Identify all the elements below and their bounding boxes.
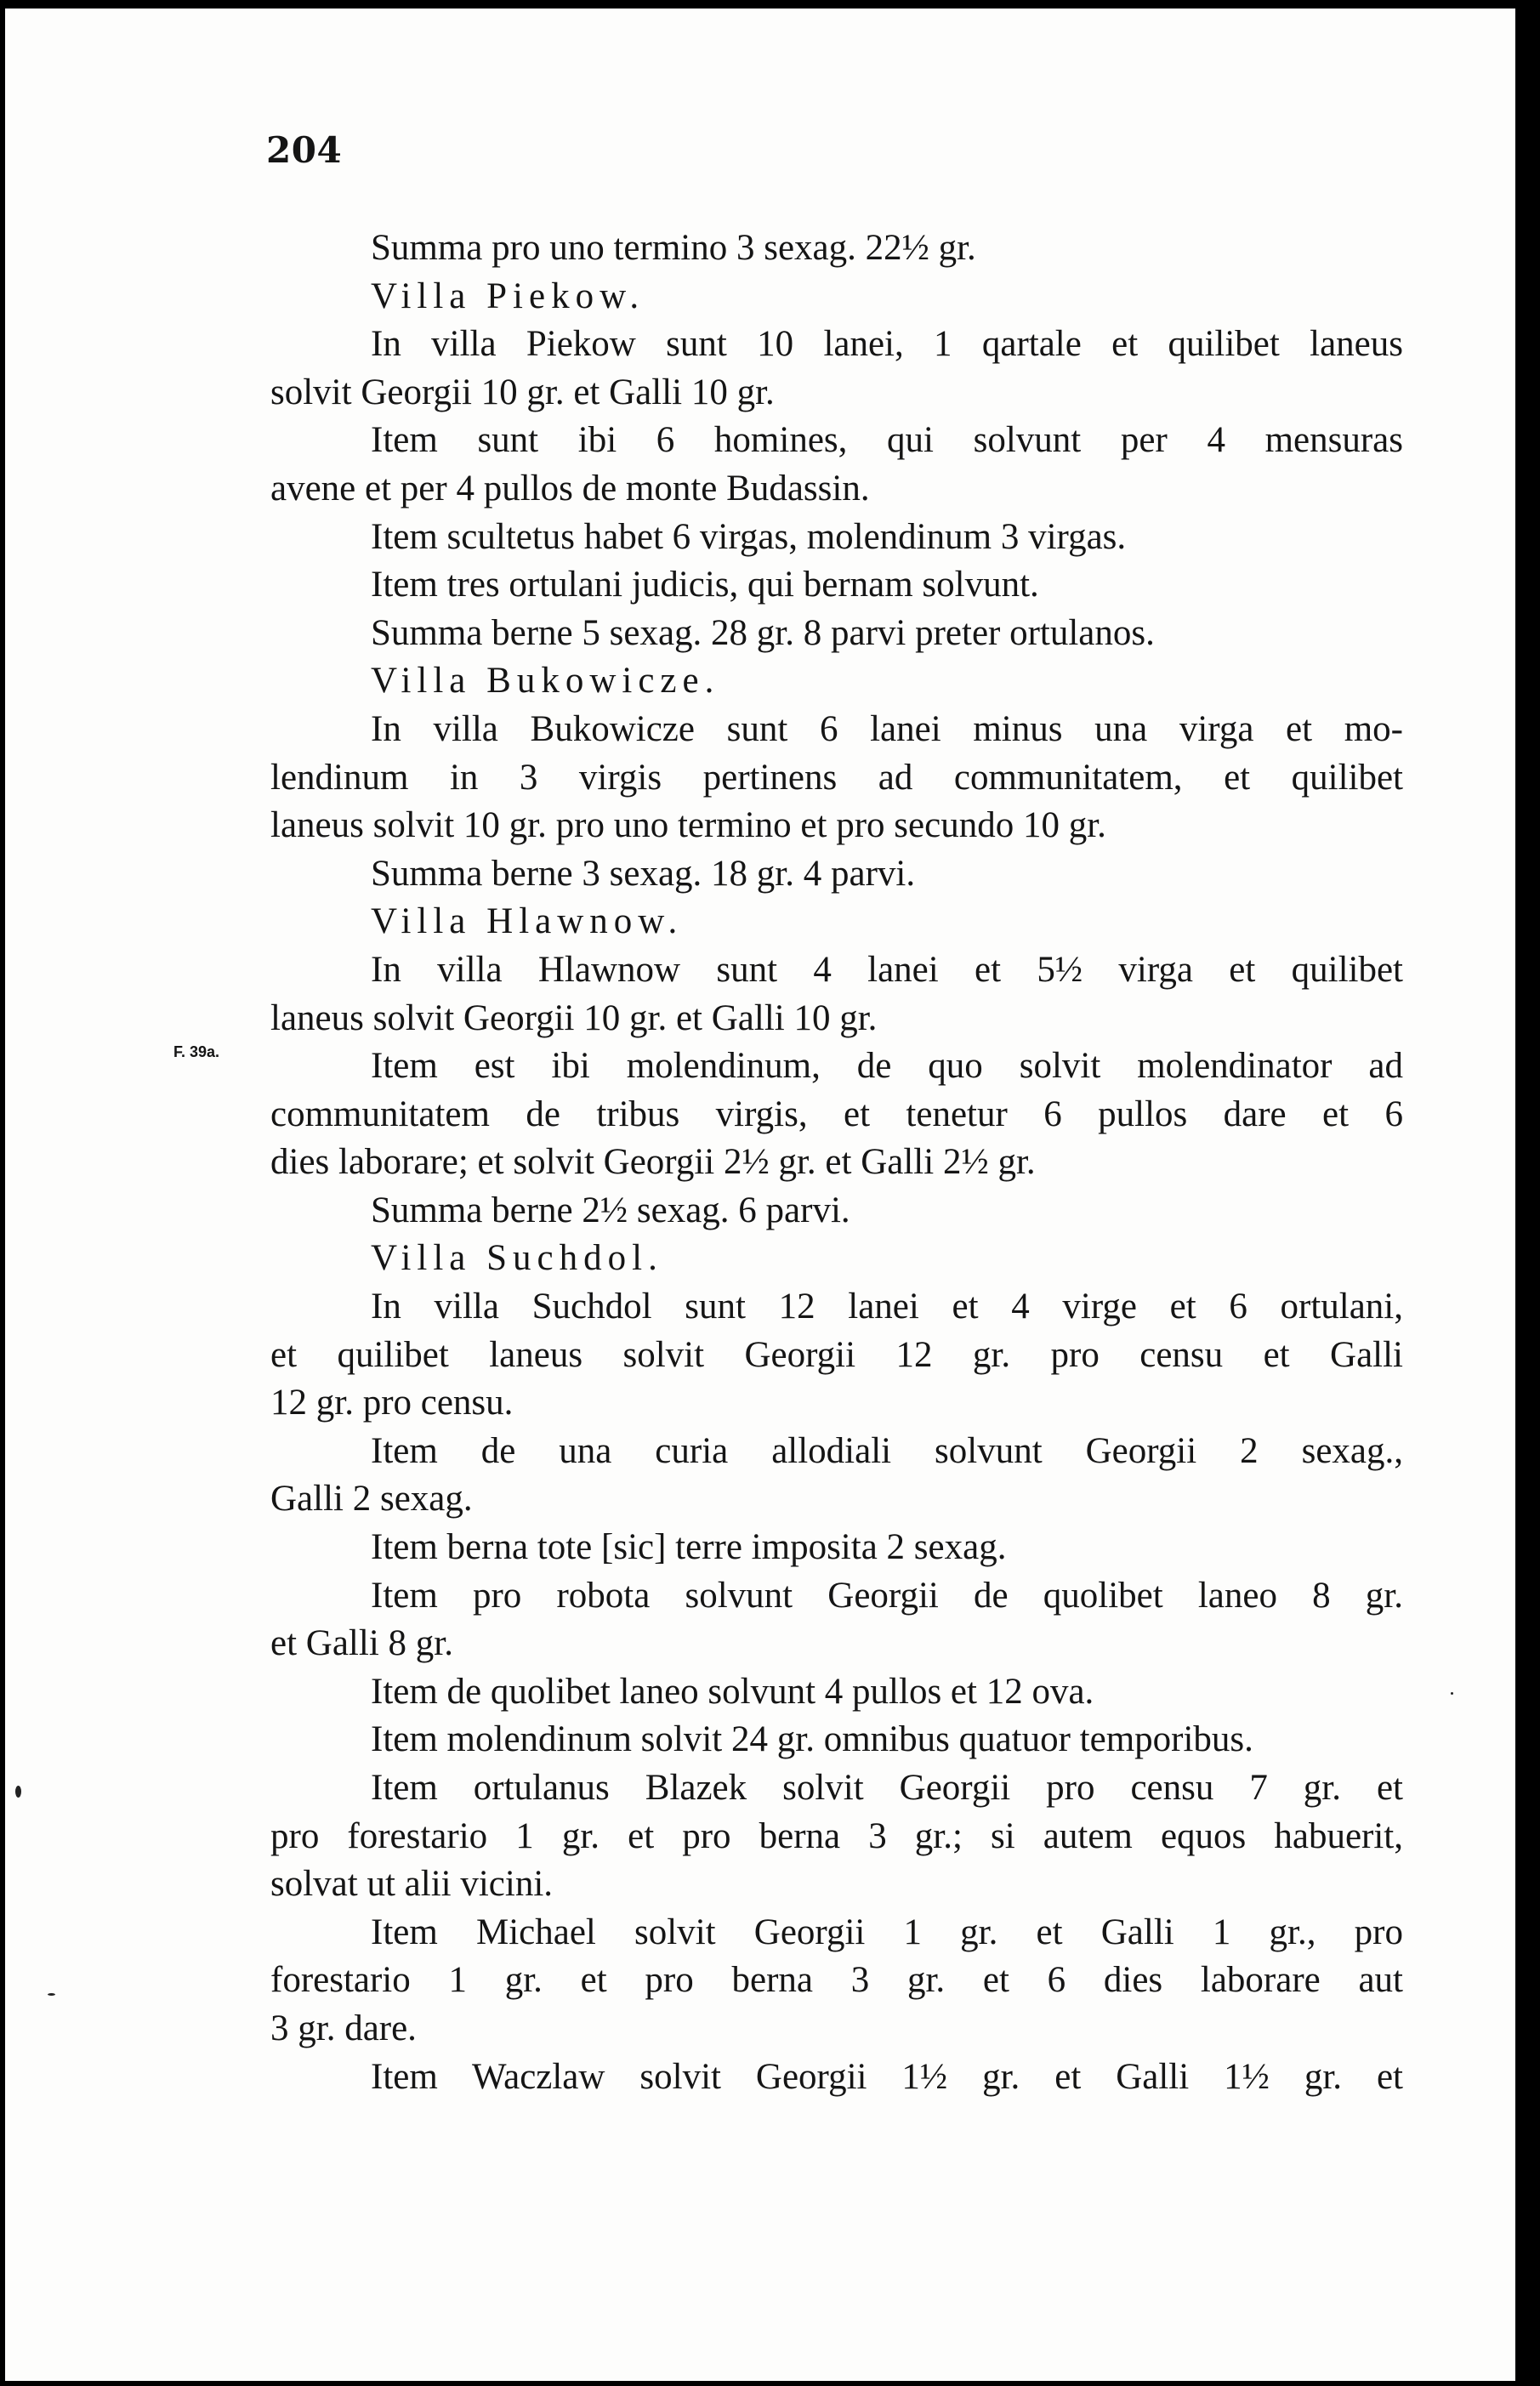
text-line: Item tres ortulani judicis, qui bernam solvunt. [371,565,1039,605]
print-speck [48,1993,55,1996]
text-line: communitatem de tribus virgis, et tenetur 6 pullos dare et 6 [270,1094,1403,1134]
text-line: laneus solvit 10 gr. pro uno termino et pro secundo 10 gr. [270,805,1106,846]
text-body [270,224,1403,2101]
section-heading: Villa Suchdol. [371,1238,663,1279]
text-line: lendinum in 3 virgis pertinens ad communitatem, et quilibet [270,757,1403,798]
page-number: 204 [266,129,343,171]
text-line: Item de una curia allodiali solvunt Georgii 2 sexag., [371,1430,1403,1471]
print-speck [15,1786,21,1798]
text-line: Item scultetus habet 6 virgas, molendinum 3 virgas. [371,516,1127,557]
text-line: 12 gr. pro censu. [270,1383,514,1423]
text-line: Item Michael solvit Georgii 1 gr. et Galli 1 gr., pro [371,1912,1403,1952]
text-line: Item pro robota solvunt Georgii de quolibet laneo 8 gr. [371,1575,1403,1616]
print-speck [1451,1692,1453,1695]
text-line: Summa berne 3 sexag. 18 gr. 4 parvi. [371,853,916,894]
text-line: laneus solvit Georgii 10 gr. et Galli 10 gr. [270,997,878,1038]
section-heading: Villa Bukowicze. [371,661,720,702]
text-line: solvit Georgii 10 gr. et Galli 10 gr. [270,372,775,412]
text-line: Item berna tote [sic] terre imposita 2 sexag. [371,1527,1007,1568]
text-line: Summa pro uno termino 3 sexag. 22½ gr. [371,228,976,268]
text-line: Item de quolibet laneo solvunt 4 pullos et 12 ova. [371,1671,1094,1712]
text-line: Item est ibi molendinum, de quo solvit molendinator ad [371,1046,1403,1087]
text-line: Item ortulanus Blazek solvit Georgii pro censu 7 gr. et [371,1768,1403,1808]
margin-folio-note: F. 39a. [173,1043,220,1060]
section-heading: Villa Hlawnow. [371,901,684,942]
text-line: Summa berne 5 sexag. 28 gr. 8 parvi preter ortulanos. [371,612,1155,653]
text-line: In villa Bukowicze sunt 6 lanei minus una virga et mo- [371,708,1403,749]
text-line: Summa berne 2½ sexag. 6 parvi. [371,1190,850,1230]
text-line: Item sunt ibi 6 homines, qui solvunt per 4 mensuras [371,420,1403,461]
text-line: forestario 1 gr. et pro berna 3 gr. et 6 dies laborare aut [270,1960,1403,2001]
text-line: In villa Hlawnow sunt 4 lanei et 5½ virga et quilibet [371,949,1403,990]
text-line: In villa Piekow sunt 10 lanei, 1 qartale et quilibet laneus [371,324,1403,365]
text-line: avene et per 4 pullos de monte Budassin. [270,468,870,508]
text-line: et Galli 8 gr. [270,1623,453,1664]
text-line: Item molendinum solvit 24 gr. omnibus quatuor temporibus. [371,1719,1253,1760]
text-line: et quilibet laneus solvit Georgii 12 gr. pro censu et Galli [270,1334,1403,1375]
section-heading: Villa Piekow. [371,276,645,316]
text-line: In villa Suchdol sunt 12 lanei et 4 virge et 6 ortulani, [371,1287,1403,1327]
text-line: 3 gr. dare. [270,2008,417,2048]
text-line: Galli 2 sexag. [270,1479,473,1520]
text-line: pro forestario 1 gr. et pro berna 3 gr.; si autem equos habuerit, [270,1815,1403,1856]
document-page [5,9,1515,2381]
text-line: Item Waczlaw solvit Georgii 1½ gr. et Galli 1½ gr. et [371,2056,1403,2097]
text-line: solvat ut alii vicini. [270,1864,554,1905]
text-line: dies laborare; et solvit Georgii 2½ gr. et Galli 2½ gr. [270,1142,1036,1183]
